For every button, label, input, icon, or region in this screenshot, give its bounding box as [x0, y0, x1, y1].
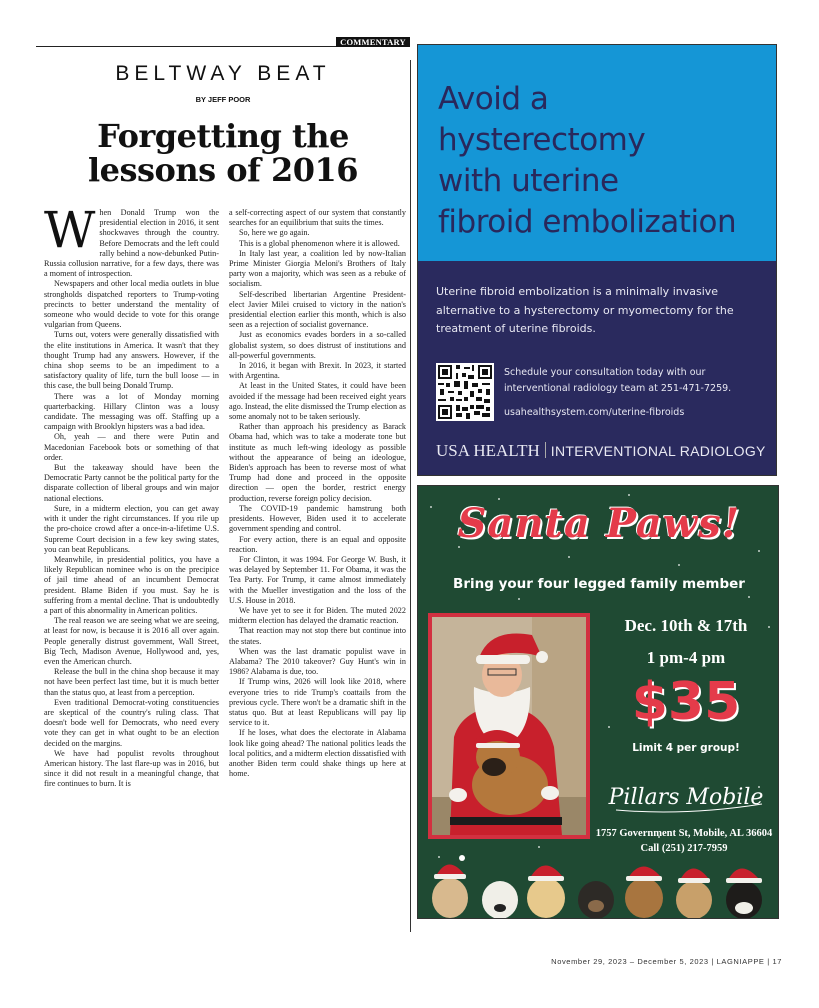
script-logo-text: Pillars Mobile: [608, 785, 764, 810]
article-paragraph: There was a lot of Monday morning quarterbacking. Hillary Clinton was a lousy candidate. The messaging was off. Staffing up a campaign with Brooklyn hipsters was a bad idea.: [44, 391, 219, 432]
article-paragraph: So, here we go again.: [239, 228, 310, 238]
article-column-2: [229, 208, 406, 926]
article-paragraph: For Clinton, it was 1994. For George W. Bush, it was delayed by September 11. For Obama, it was the Tea Party. For Trump, it came almost immediately with the Mueller investigation and the loss of the U.S. House in 2018.: [229, 554, 406, 605]
article-column-1: [44, 208, 219, 926]
article-paragraph: If Trump wins, 2026 will look like 2018, where everyone tries to ride Trump's coattails from the previous cycle. There won't be a dramatic shift in the status quo. But at least Republicans will pay lip service to it.: [229, 677, 406, 728]
ad-info-panel: [418, 261, 776, 475]
drop-cap: W: [44, 208, 96, 259]
publication-name: LAGNIAPPE: [716, 957, 765, 966]
article-paragraph: That reaction may not stop there but continue into the states.: [229, 626, 406, 646]
article-paragraph: Newspapers and other local media outlets in blue strongholds dispatched reporters to Trump-voting precincts to better understand the mentality of someone who would decide to vote for this orange vulgarian from Queens.: [44, 279, 219, 330]
brand-department: INTERVENTIONAL RADIOLOGY: [550, 443, 766, 459]
page-number: 17: [772, 957, 782, 966]
article-paragraph: a self-correcting aspect of our system that constantly searches for an equilibrium that suits the times.: [229, 208, 406, 228]
column-kicker: BELTWAY BEAT: [115, 62, 331, 85]
article-paragraph: When Donald Trump won the presidential election in 2016, it sent shockwaves through the country. Before Democrats and the left could rally behind a now-debunked Putin-Russia collusion narrative, for a few days, there was a moment of introspection.: [44, 208, 219, 279]
article-headline: [36, 119, 410, 187]
headline-line-2: lessons of 2016: [87, 151, 359, 189]
section-tag: COMMENTARY: [336, 37, 410, 47]
usa-health-logo: [436, 441, 766, 461]
article-paragraph: The COVID-19 pandemic hamstrung both presidents. However, Biden used it to accelerate government spending and control.: [229, 503, 406, 534]
column-divider: [410, 60, 411, 932]
event-time: 1 pm-4 pm: [646, 648, 726, 667]
santa-dog-photo: [428, 613, 590, 839]
article-paragraph: When was the last dramatic populist wave in Alabama? The 2010 takeover? Guy Hunt's win in 1986? Alabama is due, too.: [229, 646, 406, 677]
article-paragraph: Release the bull in the china shop because it may not have been perfect last time, but it is much better than the status quo, at least from a perception.: [44, 667, 219, 697]
page-footer: November 29, 2023 – December 5, 2023 | LAGNIAPPE | 17: [551, 957, 782, 966]
article-paragraph: In Italy last year, a coalition led by now-Italian Prime Minister Giorgia Meloni's Brothers of Italy party won a majority, which was seen as a rebuke of socialism.: [229, 248, 406, 289]
article-paragraph: Even traditional Democrat-voting constituencies are skeptical of the country's ruling class. That doesn't bode well for Democrats, who need every vote they can get in what ought to be an election decided on the margins.: [44, 697, 219, 748]
ad-body-text: Uterine fibroid embolization is a minimally invasive alternative to a hysterectomy or myomectomy for the treatment of uterine fibroids.: [436, 285, 734, 335]
qr-code-icon[interactable]: [436, 363, 494, 421]
event-price: $35: [631, 672, 741, 732]
pillars-mobile-logo: [596, 770, 776, 820]
article-paragraph: But the takeaway should have been the Democratic Party cannot be the political party for the disparate collection of liberal groups and win major national elections.: [44, 463, 219, 503]
article-paragraph: If he loses, what does the electorate in Alabama look like going ahead? The national politics leads the local politics, and a midterm election dissatisfied with another Biden term could shake things up here at home.: [229, 728, 406, 779]
article-paragraph: This is a global phenomenon where it is allowed.: [239, 238, 400, 248]
dogs-row-image: [418, 850, 779, 919]
brand-name: HEALTH: [473, 441, 540, 460]
event-dates: Dec. 10th & 17th: [624, 616, 748, 635]
ad-headline: Avoid a hysterectomy with uterine fibroid embolization: [438, 81, 737, 240]
article-paragraph: Turns out, voters were generally dissatisfied with the elite institutions in America. It wasn't that they thought Trump had any answers. However, if the china shop seems to be an impediment to a satisfactory quality of life, turn the bull loose — in this case, the bull being Donald Trump.: [44, 330, 219, 391]
article-paragraph: Rather than approach his presidency as Barack Obama had, which was to take a moderate tone but institute as much left-wing ideology as possible without the appearance of being an ideologue, Biden's approach has been to reverse most of what Trump had done and proceed in the opposite direction — open the border, restrict energy production, reverse foreign policy decision.: [229, 422, 406, 503]
article-paragraph: Oh, yeah — and there were Putin and Macedonian Facebook bots or something of that order.: [44, 432, 219, 462]
event-address: 1757 Government St, Mobile, AL 36604 Call (251) 217-7959: [595, 828, 773, 854]
event-phone[interactable]: Call (251) 217-7959: [640, 843, 728, 854]
headline-line-1: Forgetting the: [97, 117, 349, 155]
article-paragraph: Meanwhile, in presidential politics, you have a likely Republican nominee who is on the precipice of jail time ahead of an incumbent Democrat president. Blame Biden if you must. Say he is suffering from a mental decline. That is undoubtedly a part of this abnormality in American politics.: [44, 554, 219, 615]
article-paragraph: Just as economics evades borders in a so-called globalist system, so does distrust of institutions and all-powerful governments.: [229, 330, 406, 360]
santa-paws-subtitle: Bring your four legged family member: [453, 576, 745, 592]
ad-url-link[interactable]: usahealthsystem.com/uterine-fibroids: [504, 407, 685, 418]
article-paragraph: In 2016, it began with Brexit. In 2023, it started with Argentina.: [229, 361, 406, 381]
article-paragraph: For every action, there is an equal and opposite reaction.: [229, 534, 406, 554]
article-paragraph: Self-described libertarian Argentine President-elect Javier Milei cruised to victory in the nation's presidential election earlier this month, which is also seen as a rejection of socialist governance.: [229, 289, 406, 330]
santa-paws-ad[interactable]: [417, 485, 779, 919]
issue-dates: November 29, 2023 – December 5, 2023: [551, 957, 709, 966]
group-limit: Limit 4 per group!: [632, 742, 740, 754]
byline: BY JEFF POOR: [195, 95, 251, 104]
ad-schedule-text: Schedule your consultation today with our interventional radiology team at 251-471-7259.: [504, 367, 732, 394]
brand-mark: USA: [436, 441, 470, 460]
article-paragraph: We have had populist revolts throughout American history. The last flare-up was in 2016, but since it did not result in a meaningful change, that fire continues to burn. It is: [44, 748, 219, 789]
article-paragraph: At least in the United States, it could have been avoided if the message had been received eight years ago. Instead, the elite dismissed the Trump election as some anomaly not to be taken seriously.: [229, 381, 406, 422]
article-paragraph: The real reason we are seeing what we are seeing, at least for now, is because it is 2016 all over again. People generally distrust government, Wall Street, Big Tech, Madison Avenue, Hollywood and, yes, even the American church.: [44, 616, 219, 666]
article-paragraph: We have yet to see it for Biden. The muted 2022 midterm election has delayed the dramatic reaction.: [229, 605, 406, 626]
usa-health-ad[interactable]: [417, 44, 777, 476]
santa-paws-title: Santa Paws!: [457, 500, 741, 547]
article-paragraph: Sure, in a midterm election, you can get away with it under the right circumstances. If you rile up the pro-choice crowd after a once-in-a-lifetime U.S. Supreme Court decision in a few key swing states, you can beat Republicans.: [44, 503, 219, 554]
